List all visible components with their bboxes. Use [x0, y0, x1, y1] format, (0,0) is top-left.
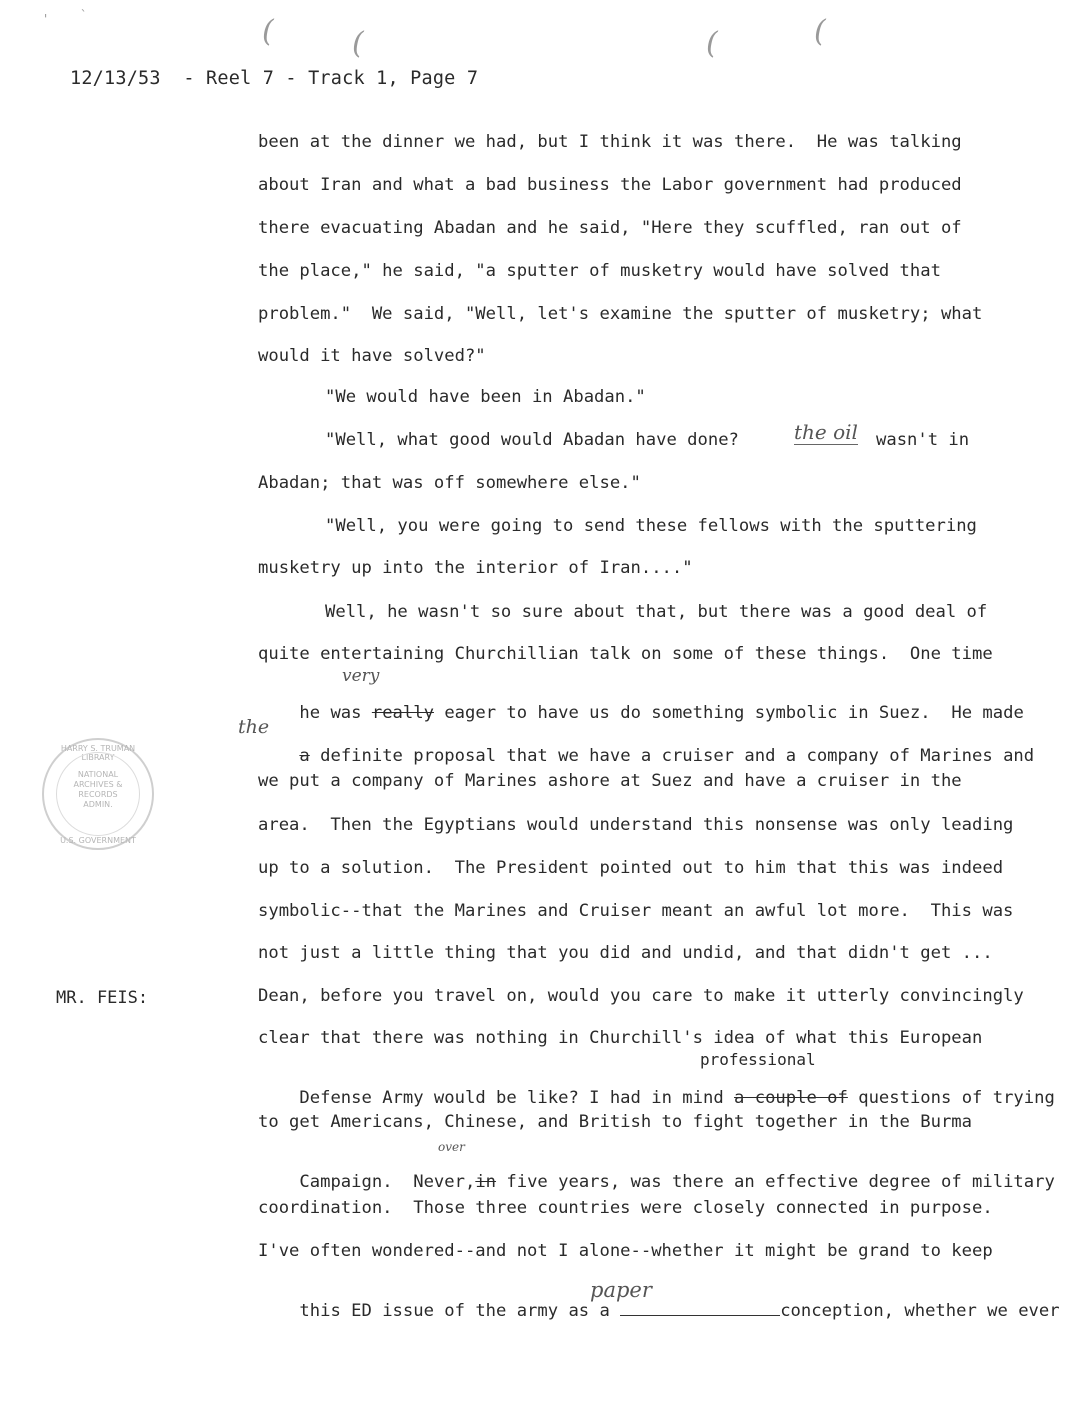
text-line: we put a company of Marines ashore at Suez and have a cruiser in the [258, 771, 962, 791]
handwritten-insertion: over [438, 1140, 465, 1154]
text-line: to get Americans, Chinese, and British to fight together in the Burma [258, 1112, 972, 1132]
margin-mark: ( [814, 14, 826, 49]
text-line: he was really eager to have us do something symbolic in Suez. He made [299, 703, 1024, 724]
speaker-label: MR. FEIS: [56, 988, 149, 1008]
text-line: the place," he said, "a sputter of musketry would have solved that [258, 261, 941, 281]
text-line: up to a solution. The President pointed out to him that this was indeed [258, 858, 1004, 878]
handwritten-insertion: paper [590, 1278, 652, 1302]
text-line: Campaign. Never,in five years, was there an effective degree of military [299, 1172, 1055, 1193]
text-line: this ED issue of the army as a conception, whether we ever [299, 1301, 1060, 1322]
text-line: not just a little thing that you did and undid, and that didn't get ... [258, 943, 993, 963]
text-line: clear that there was nothing in Churchill's idea of what this European [258, 1028, 983, 1048]
text-line: coordination. Those three countries were closely connected in purpose. [258, 1198, 993, 1218]
typed-insertion: professional [700, 1050, 816, 1069]
text-line: I've often wondered--and not I alone--whether it might be grand to keep [258, 1241, 993, 1261]
margin-mark: ' [42, 12, 50, 26]
text-line: about Iran and what a bad business the Labor government had produced [258, 175, 962, 195]
text-line: would it have solved?" [258, 346, 486, 366]
handwritten-insertion: the [238, 716, 270, 738]
handwritten-insertion: very [342, 666, 380, 686]
struck-word: a [299, 746, 310, 767]
text-line: there evacuating Abadan and he said, "Here they scuffled, ran out of [258, 218, 962, 238]
margin-mark: ` [80, 8, 88, 22]
struck-word: in [475, 1172, 497, 1193]
text-line: Abadan; that was off somewhere else." [258, 473, 641, 493]
margin-mark: ( [352, 26, 364, 61]
fill-blank [620, 1315, 780, 1316]
text-line: "Well, what good would Abadan have done? [325, 430, 739, 450]
struck-word: a couple of [734, 1088, 848, 1109]
margin-mark: ( [262, 14, 274, 49]
text-line: area. Then the Egyptians would understand this nonsense was only leading [258, 815, 1014, 835]
text-line: problem." We said, "Well, let's examine the sputter of musketry; what [258, 304, 983, 324]
struck-word: really [371, 703, 434, 724]
text-line: Well, he wasn't so sure about that, but there was a good deal of [325, 602, 988, 622]
page-header: 12/13/53 - Reel 7 - Track 1, Page 7 [70, 68, 479, 89]
text-line: Defense Army would be like? I had in mind a couple of questions of trying [299, 1088, 1055, 1109]
text-line: symbolic--that the Marines and Cruiser meant an awful lot more. This was [258, 901, 1014, 921]
handwritten-insertion: the oil [794, 420, 858, 444]
text-line: a definite proposal that we have a cruiser and a company of Marines and [299, 746, 1035, 767]
text-line: quite entertaining Churchillian talk on some of these things. One time [258, 644, 993, 664]
text-line: musketry up into the interior of Iran...." [258, 558, 693, 578]
text-line: Dean, before you travel on, would you care to make it utterly convincingly [258, 986, 1024, 1006]
text-line: "We would have been in Abadan." [325, 387, 646, 407]
library-stamp: HARRY S. TRUMAN LIBRARY NATIONAL ARCHIVES & RECORDS ADMIN. U.S. GOVERNMENT [42, 738, 154, 850]
text-line: wasn't in [876, 430, 970, 450]
text-line: been at the dinner we had, but I think it was there. He was talking [258, 132, 962, 152]
text-line: "Well, you were going to send these fellows with the sputtering [325, 516, 977, 536]
margin-mark: ( [706, 26, 718, 61]
